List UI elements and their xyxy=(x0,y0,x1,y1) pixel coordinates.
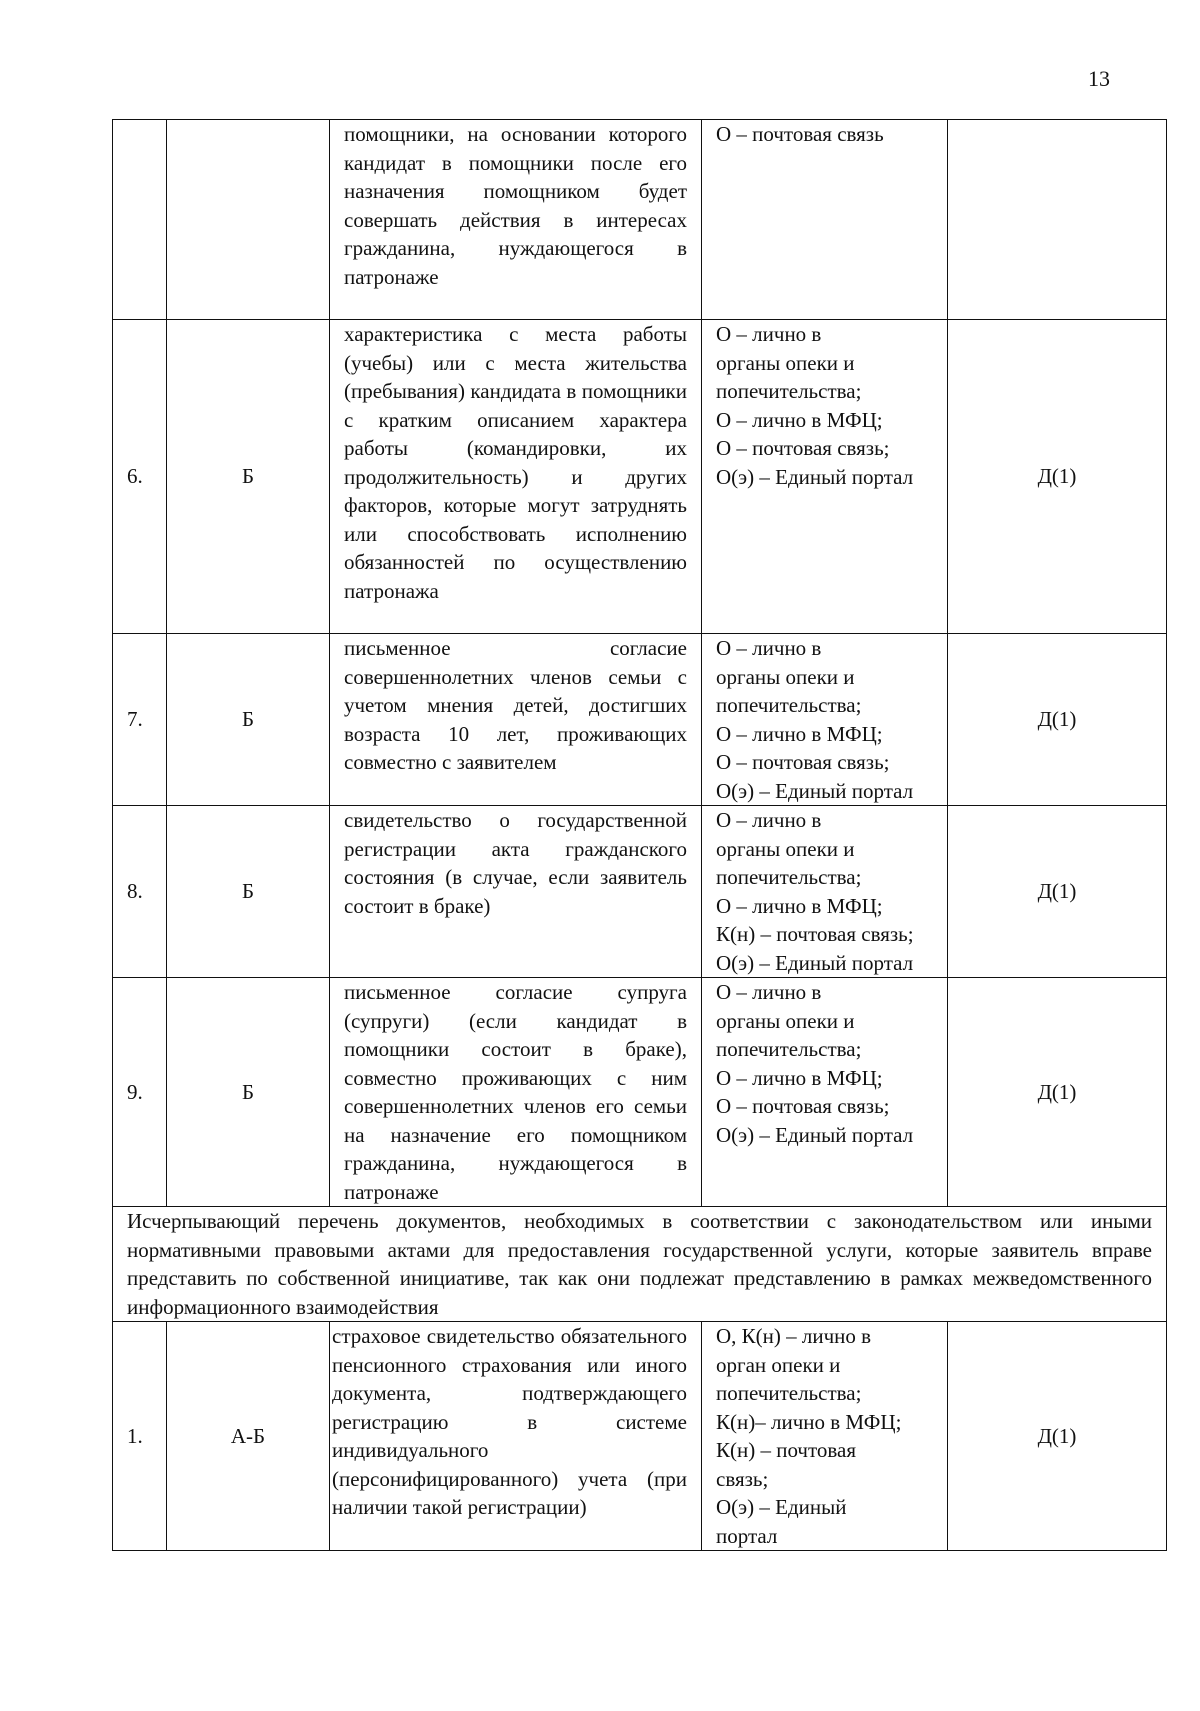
method-line: К(н) – почтовая связь; xyxy=(716,922,914,946)
row-number: 8. xyxy=(113,806,167,978)
method-line: К(н)– лично в МФЦ; xyxy=(716,1409,902,1434)
document-description xyxy=(330,120,702,320)
method-line: О(э) – Единый портал xyxy=(716,778,914,803)
method-line: О – лично в xyxy=(716,636,822,660)
method-line: О – почтовая связь; xyxy=(716,436,890,460)
method-line: органы опеки и xyxy=(716,836,855,861)
document-text: письменное согласие совершеннолетних членов семьи с учетом мнения детей, достигших возраста 10 лет, проживающих совместно с заявителем xyxy=(344,636,687,774)
applicant-category: Б xyxy=(167,978,330,1207)
document-description xyxy=(330,634,702,806)
submission-method xyxy=(702,806,948,978)
row-number: 1. xyxy=(113,1322,167,1551)
table-row xyxy=(113,978,1167,1207)
row-number: 9. xyxy=(113,978,167,1207)
document-text: свидетельство о государственной регистрации акта гражданского состояния (в случае, если заявитель состоит в браке) xyxy=(344,808,687,918)
method-line: О – лично в МФЦ; xyxy=(716,721,883,746)
page-number: 13 xyxy=(1088,66,1110,91)
method-line: К(н) – почтовая xyxy=(716,1438,857,1462)
method-line: О(э) – Единый портал xyxy=(716,950,914,975)
applicant-category: А-Б xyxy=(167,1322,330,1551)
document-description xyxy=(330,1322,702,1551)
result-code: Д(1) xyxy=(948,634,1167,806)
applicant-category: Б xyxy=(167,634,330,806)
method-line: попечительства; xyxy=(716,865,862,889)
method-line: О – лично в МФЦ; xyxy=(716,407,883,432)
documents-table xyxy=(112,119,1167,1551)
method-line: органы опеки и xyxy=(716,350,855,375)
applicant-category xyxy=(167,120,330,320)
result-code xyxy=(948,120,1167,320)
method-line: попечительства; xyxy=(716,693,862,717)
document-text: помощники, на основании которого кандидат в помощники после его назначения помощником будет совершать действия в интересах гражданина, нуждающегося в патронаже xyxy=(344,122,687,289)
table-row xyxy=(113,634,1167,806)
table-row xyxy=(113,1322,1167,1551)
method-line: О(э) – Единый xyxy=(716,1495,847,1519)
method-line: попечительства; xyxy=(716,1381,862,1405)
submission-method xyxy=(702,978,948,1207)
row-number xyxy=(113,120,167,320)
result-code: Д(1) xyxy=(948,320,1167,634)
method-line: О – почтовая связь; xyxy=(716,1094,890,1118)
method-line: О(э) – Единый портал xyxy=(716,1122,914,1147)
method-line: попечительства; xyxy=(716,1037,862,1061)
result-code: Д(1) xyxy=(948,978,1167,1207)
method-line: портал xyxy=(716,1523,778,1548)
method-line: О – лично в МФЦ; xyxy=(716,893,883,918)
method-line: органы опеки и xyxy=(716,664,855,689)
document-description xyxy=(330,978,702,1207)
method-line: О – почтовая связь; xyxy=(716,750,890,774)
method-line: О – лично в xyxy=(716,808,822,832)
method-line: О – лично в МФЦ; xyxy=(716,1065,883,1090)
section-heading: Исчерпывающий перечень документов, необходимых в соответствии с законодательством или иными нормативными правовыми актами для предоставления государственной услуги, которые заявитель вправе представить по собственной инициативе, так как они подлежат представлению в рамках межведомственного информационного взаимодействия xyxy=(113,1207,1167,1322)
table-row xyxy=(113,806,1167,978)
method-line: О – почтовая связь xyxy=(716,122,884,146)
row-number: 7. xyxy=(113,634,167,806)
method-line: попечительства; xyxy=(716,379,862,403)
submission-method xyxy=(702,320,948,634)
row-number: 6. xyxy=(113,320,167,634)
method-line: связь; xyxy=(716,1466,769,1491)
submission-method xyxy=(702,634,948,806)
document-text: письменное согласие супруга (супруги) (если кандидат в помощники состоит в браке), совместно проживающих с ним совершеннолетних членов его семьи на назначение его помощником гражданина, нуждающегося в патронаже xyxy=(344,980,687,1204)
submission-method xyxy=(702,1322,948,1551)
document-text: характеристика с места работы (учебы) или с места жительства (пребывания) кандидата в помощники с кратким описанием характера работы (командировки, их продолжительность) и других факторов, которые могут затруднять или способствовать исполнению обязанностей по осуществлению патронажа xyxy=(344,322,687,603)
method-line: орган опеки и xyxy=(716,1352,841,1377)
document-description xyxy=(330,320,702,634)
submission-method xyxy=(702,120,948,320)
document-text: страховое свидетельство обязательного пенсионного страхования или иного документа, подтверждающего регистрацию в системе индивидуального (персонифицированного) учета (при наличии такой регистрации) xyxy=(332,1324,687,1519)
method-line: О – лично в xyxy=(716,980,822,1004)
method-line: О(э) – Единый портал xyxy=(716,464,914,489)
result-code: Д(1) xyxy=(948,1322,1167,1551)
method-line: О – лично в xyxy=(716,322,822,346)
applicant-category: Б xyxy=(167,806,330,978)
section-heading-row xyxy=(113,1207,1167,1322)
method-line: О, К(н) – лично в xyxy=(716,1324,872,1348)
method-line: органы опеки и xyxy=(716,1008,855,1033)
result-code: Д(1) xyxy=(948,806,1167,978)
document-description xyxy=(330,806,702,978)
applicant-category: Б xyxy=(167,320,330,634)
table-row xyxy=(113,320,1167,634)
table-row xyxy=(113,120,1167,320)
